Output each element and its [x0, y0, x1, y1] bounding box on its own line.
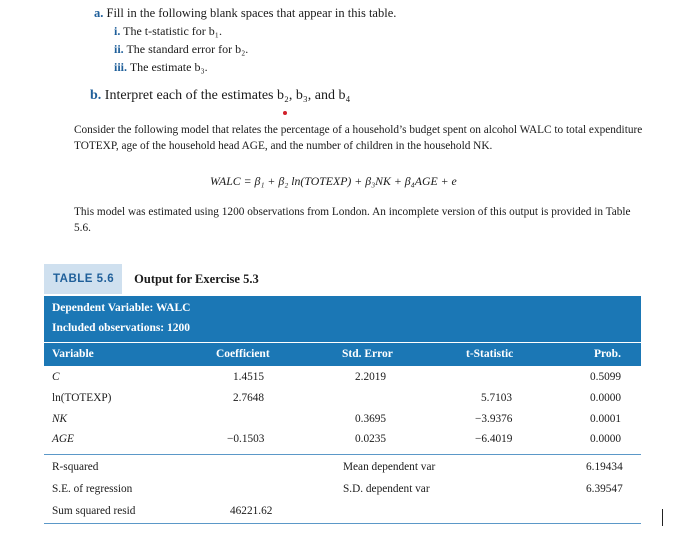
table-divider	[44, 454, 641, 455]
table-number: TABLE 5.6	[44, 264, 122, 294]
header-divider	[44, 342, 641, 343]
red-dot-marker	[283, 111, 287, 115]
note-paragraph: This model was estimated using 1200 observations from London. An incomplete version of this output is provided in Table 5.6.	[74, 206, 631, 234]
column-header: Variable	[52, 348, 94, 360]
text-cursor	[662, 509, 663, 526]
question-b-label: b.	[90, 88, 102, 103]
column-header: Std. Error	[342, 348, 393, 360]
question-b-text: Interpret each of the estimates b₂, b₃, and b₄	[104, 88, 351, 103]
included-observations: Included observations: 1200	[52, 322, 191, 334]
table-title: Output for Exercise 5.3	[134, 271, 259, 286]
model-equation: WALC = β₁ + β₂ ln(TOTEXP) + β₃NK + β₄AGE + e	[210, 174, 457, 188]
table-bottom-rule	[44, 523, 641, 524]
question-a-label: a.	[94, 6, 104, 20]
question-a-item: iii. The estimate b₃.	[114, 60, 208, 74]
column-header: Coefficient	[216, 348, 270, 360]
table-header	[44, 296, 641, 366]
column-header: Prob.	[594, 348, 621, 360]
dependent-variable: Dependent Variable: WALC	[52, 302, 191, 314]
intro-paragraph: Consider the following model that relates the percentage of a household’s budget spent on alcohol WALC to total expenditure TOTEXP, age of the household head AGE, and the number of children in the household NK.	[74, 124, 643, 152]
question-a-text: Fill in the following blank spaces that appear in this table.	[106, 6, 397, 20]
column-header: t-Statistic	[466, 348, 514, 360]
question-b	[90, 88, 350, 104]
table-caption	[44, 264, 259, 294]
question-a-item: i. The t-statistic for b₁.	[114, 24, 222, 38]
question-a-item: ii. The standard error for b₂.	[114, 42, 249, 56]
question-a	[94, 6, 396, 21]
